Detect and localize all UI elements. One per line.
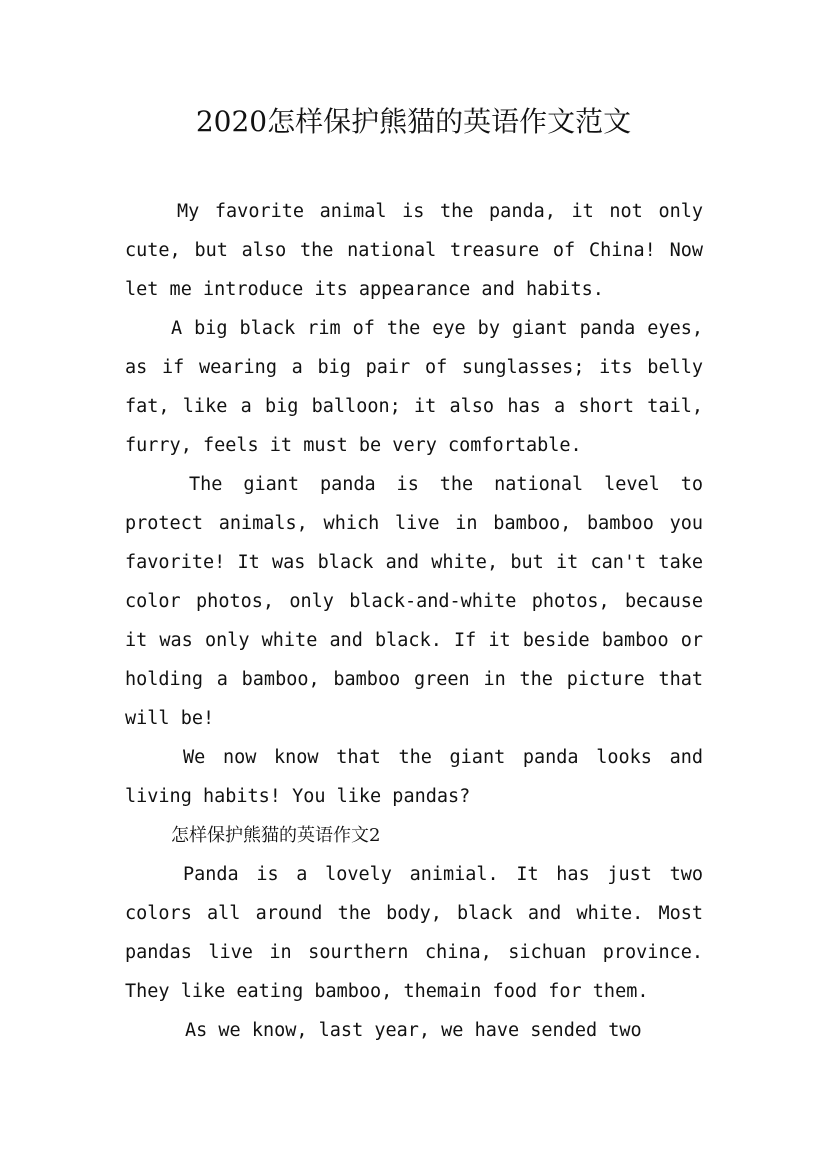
paragraph-6: As we know, last year, we have sended two <box>185 1020 642 1041</box>
paragraph-1: My favorite animal is the panda, it not only cute, but also the national treasure of China! Now let me introduce its appearance and habits. <box>125 201 703 300</box>
paragraph-3: The giant panda is the national level to protect animals, which live in bamboo, bamboo you favorite! It was black and white, but it can't take color photos, only black-and-white photos, because it was only white and black. If it beside bamboo or holding a bamboo, bamboo green in the picture that will be! <box>125 474 703 729</box>
section-subheading: 怎样保护熊猫的英语作文2 <box>171 825 381 846</box>
document-body <box>125 192 703 1050</box>
paragraph-2: A big black rim of the eye by giant panda eyes, as if wearing a big pair of sunglasses; its belly fat, like a big balloon; it also has a short tail, furry, feels it must be very comfortable. <box>125 318 703 456</box>
document-title: 2020怎样保护熊猫的英语作文范文 <box>195 105 632 138</box>
paragraph-4: We now know that the giant panda looks and living habits! You like pandas? <box>125 747 703 807</box>
paragraph-5: Panda is a lovely animial. It has just two colors all around the body, black and white. Most pandas live in sourthern china, sichuan province. They like eating bamboo, themain food for them. <box>125 864 703 1002</box>
